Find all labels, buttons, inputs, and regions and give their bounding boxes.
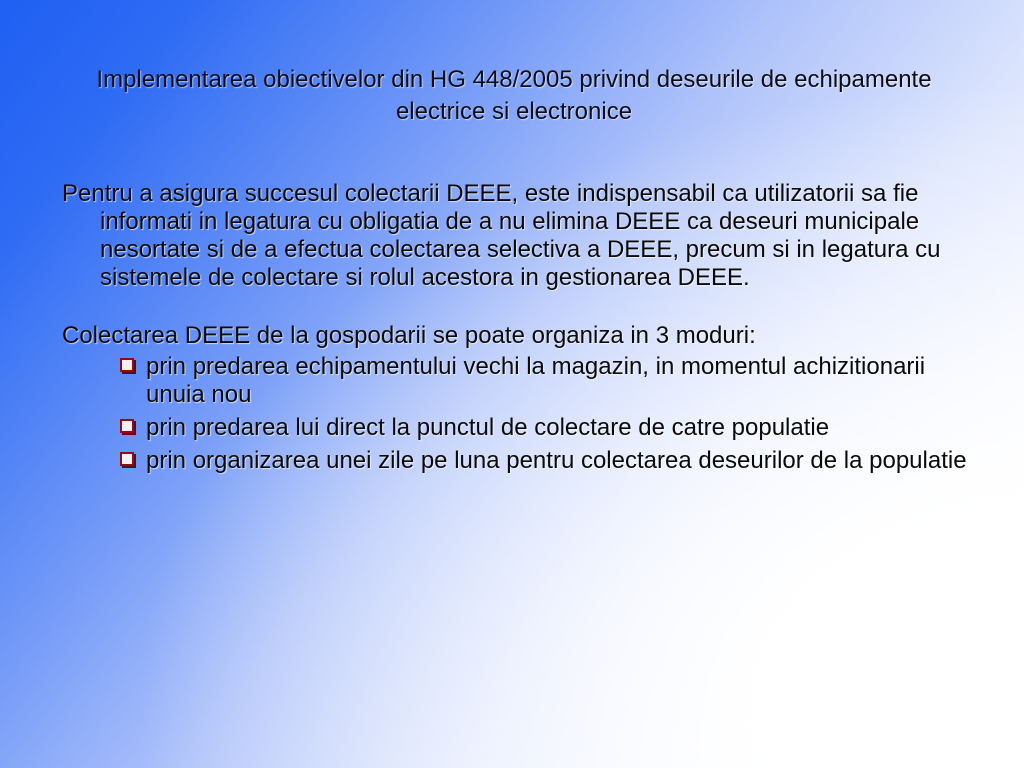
list-item [118, 414, 972, 442]
checkbox-icon [120, 358, 134, 372]
list-item-text: prin organizarea unei zile pe luna pentru colectarea deseurilor de la populatie [146, 447, 967, 474]
checkbox-icon [120, 419, 134, 433]
collection-methods-list [118, 353, 972, 475]
body-paragraph-collection-methods: Colectarea DEEE de la gospodarii se poate organiza in 3 moduri: [62, 322, 756, 349]
list-item-text: prin predarea echipamentului vechi la magazin, in momentul achizitionarii unuia nou [146, 353, 926, 408]
list-item [118, 447, 972, 475]
body-paragraph-awareness: Pentru a asigura succesul colectarii DEEE, este indispensabil ca utilizatorii sa fie informati in legatura cu obligatia de a nu elimina DEEE ca deseuri municipale nesortate si de a efectua colectarea selectiva a DEEE, precum si in legatura cu sistemele de colectare si rolul acestora in gestionarea DEEE. [62, 180, 941, 291]
slide-title: Implementarea obiectivelor din HG 448/2005 privind deseurile de echipamente electrice si electronice [96, 66, 932, 125]
slide-body [62, 180, 972, 475]
list-item-text: prin predarea lui direct la punctul de colectare de catre populatie [146, 414, 830, 441]
checkbox-icon [120, 452, 134, 466]
list-item [118, 353, 972, 409]
